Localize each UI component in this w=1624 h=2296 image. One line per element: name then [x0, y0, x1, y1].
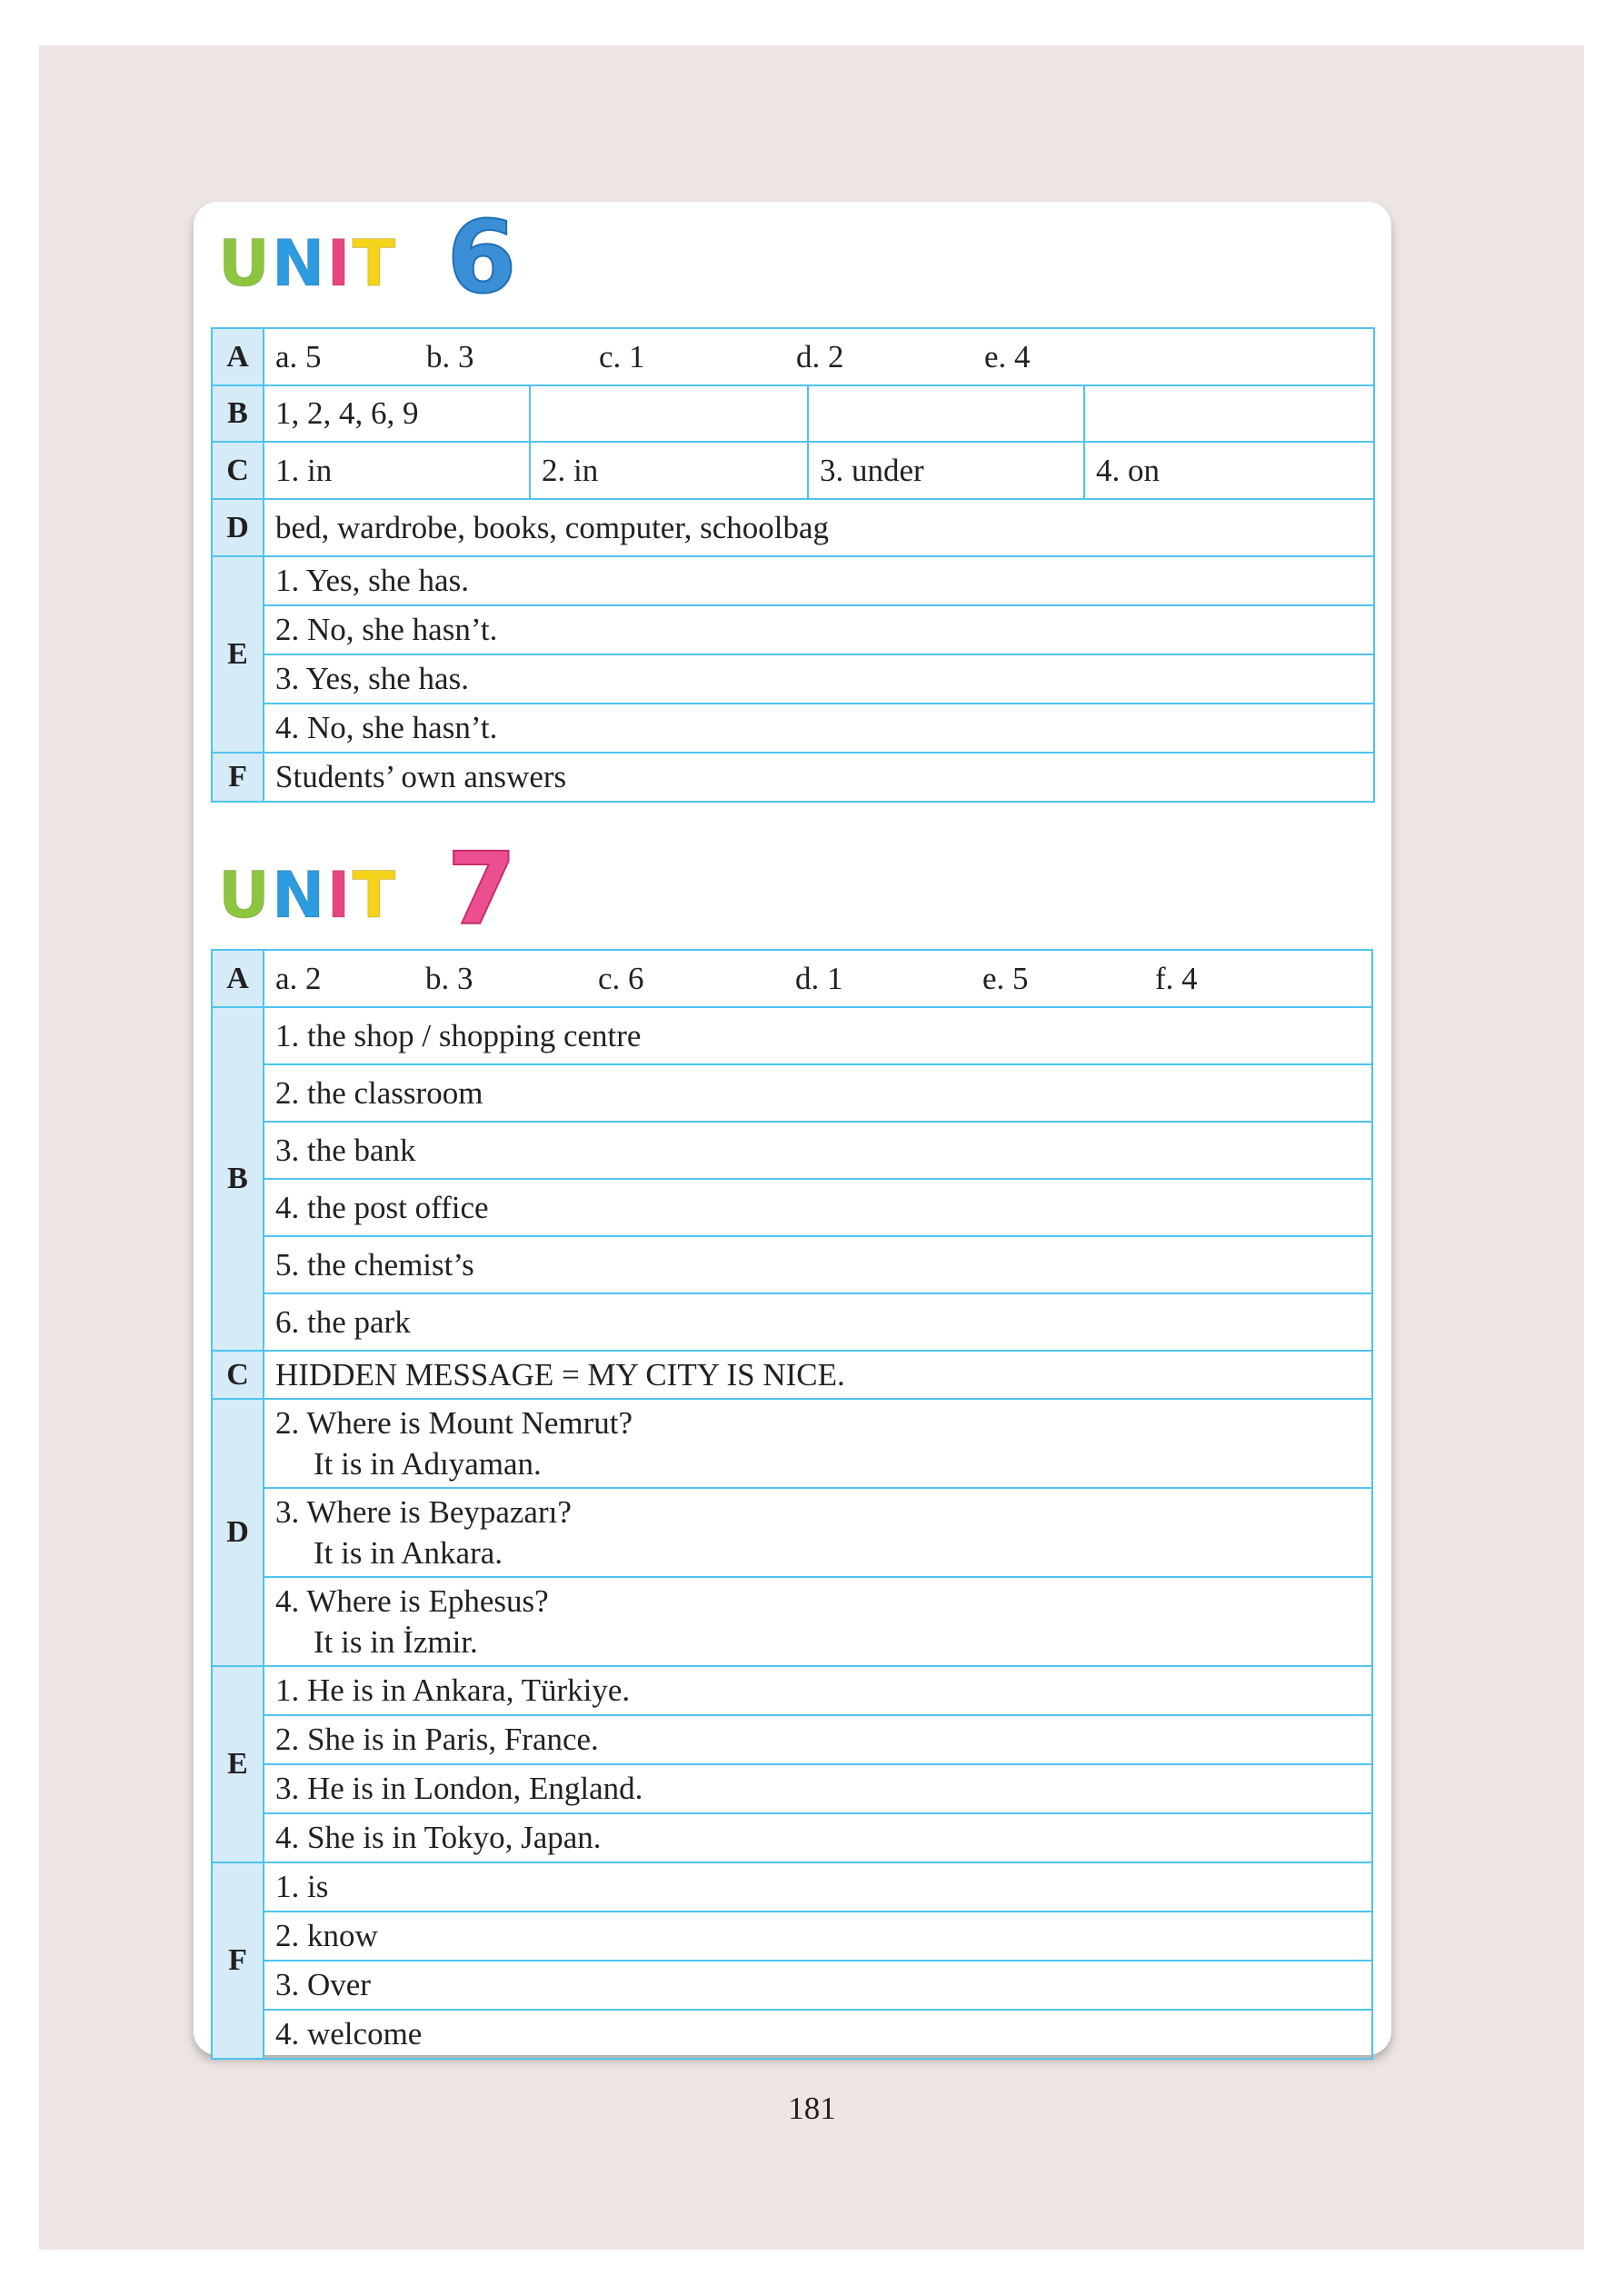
qa-cell [264, 1488, 1372, 1577]
option: b. 3 [426, 338, 474, 374]
unit6-answer-table [211, 327, 1375, 803]
unit7-row-e [212, 1666, 1372, 1715]
unit7-row-f [212, 1862, 1372, 1912]
options-cell [264, 328, 1374, 385]
answer: It is in İzmir. [314, 1624, 478, 1660]
unit6-row-a [212, 328, 1374, 385]
answer-cell: HIDDEN MESSAGE = MY CITY IS NICE. [264, 1351, 1372, 1399]
answer: It is in Adıyaman. [314, 1446, 542, 1482]
option: b. 3 [425, 960, 473, 996]
unit6-row-f [212, 753, 1374, 802]
answer-line: 2. know [264, 1912, 1372, 1961]
question: 3. Where is Beypazarı? [275, 1494, 572, 1530]
answer-cell [530, 385, 808, 442]
option: e. 5 [982, 960, 1029, 996]
row-letter: E [212, 1666, 264, 1862]
answer-line: 3. Yes, she has. [264, 654, 1374, 704]
option: d. 2 [796, 338, 844, 374]
answer-cell: bed, wardrobe, books, computer, schoolbag [264, 499, 1374, 556]
option: e. 4 [984, 338, 1031, 374]
answer-line: 1. is [264, 1862, 1372, 1912]
unit7-row-d [212, 1399, 1372, 1488]
answer-cell: 1, 2, 4, 6, 9 [264, 385, 530, 442]
row-letter: B [212, 1007, 264, 1351]
answer-line: 3. the bank [264, 1122, 1372, 1179]
option: a. 5 [275, 338, 322, 374]
unit7-row-c [212, 1351, 1372, 1399]
answer-line: 2. No, she hasn’t. [264, 605, 1374, 654]
question: 2. Where is Mount Nemrut? [275, 1405, 633, 1441]
row-letter: C [212, 1351, 264, 1399]
answer-cell [808, 385, 1084, 442]
row-letter: D [212, 1399, 264, 1666]
unit6-row-e [212, 556, 1374, 605]
question: 4. Where is Ephesus? [275, 1583, 549, 1619]
answer-line: 4. the post office [264, 1179, 1372, 1236]
unit7-answer-table [211, 949, 1373, 2060]
unit6-number [445, 212, 518, 303]
option: d. 1 [795, 960, 843, 996]
row-letter: E [212, 556, 264, 753]
option: a. 2 [275, 960, 322, 996]
unit6-title-word: UNIT [218, 226, 398, 301]
unit7-title-word: UNIT [218, 858, 398, 933]
row-letter: D [212, 499, 264, 556]
row-letter: B [212, 385, 264, 442]
unit6-heading [218, 205, 527, 304]
answer-cell: 1. in [264, 442, 530, 499]
answer-line: 4. She is in Tokyo, Japan. [264, 1813, 1372, 1862]
answer-cell: Students’ own answers [264, 753, 1374, 802]
row-letter: C [212, 442, 264, 499]
answer-line: 2. She is in Paris, France. [264, 1715, 1372, 1764]
answer-line: 1. the shop / shopping centre [264, 1007, 1372, 1064]
answer-cell: 3. under [808, 442, 1084, 499]
qa-cell [264, 1399, 1372, 1488]
svg-text:6: 6 [446, 212, 517, 303]
unit7-number [445, 844, 518, 934]
answer-line: 4. welcome [264, 2010, 1372, 2059]
unit7-row-a [212, 950, 1372, 1007]
unit6-row-c [212, 442, 1374, 499]
qa-cell [264, 1577, 1372, 1666]
options-cell [264, 950, 1372, 1007]
answer-line: 3. Over [264, 1961, 1372, 2010]
option: c. 6 [598, 960, 644, 996]
answer-line: 3. He is in London, England. [264, 1764, 1372, 1813]
answer-line: 1. He is in Ankara, Türkiye. [264, 1666, 1372, 1715]
answer-cell: 2. in [530, 442, 808, 499]
answer-line: 4. No, she hasn’t. [264, 704, 1374, 753]
unit6-row-b [212, 385, 1374, 442]
option: c. 1 [599, 338, 645, 374]
unit6-row-d [212, 499, 1374, 556]
page-number: 181 [788, 2091, 836, 2126]
answer-line: 1. Yes, she has. [264, 556, 1374, 605]
row-letter: F [212, 1862, 264, 2059]
answer-cell [1084, 385, 1374, 442]
answer-cell: 4. on [1084, 442, 1374, 499]
option: f. 4 [1155, 960, 1198, 996]
unit7-row-b [212, 1007, 1372, 1064]
row-letter: F [212, 753, 264, 802]
row-letter: A [212, 328, 264, 385]
answer-line: 6. the park [264, 1293, 1372, 1351]
row-letter: A [212, 950, 264, 1007]
unit7-heading [218, 836, 527, 936]
answer: It is in Ankara. [314, 1535, 503, 1571]
svg-text:7: 7 [446, 844, 517, 934]
answer-line: 2. the classroom [264, 1064, 1372, 1122]
answer-line: 5. the chemist’s [264, 1236, 1372, 1293]
